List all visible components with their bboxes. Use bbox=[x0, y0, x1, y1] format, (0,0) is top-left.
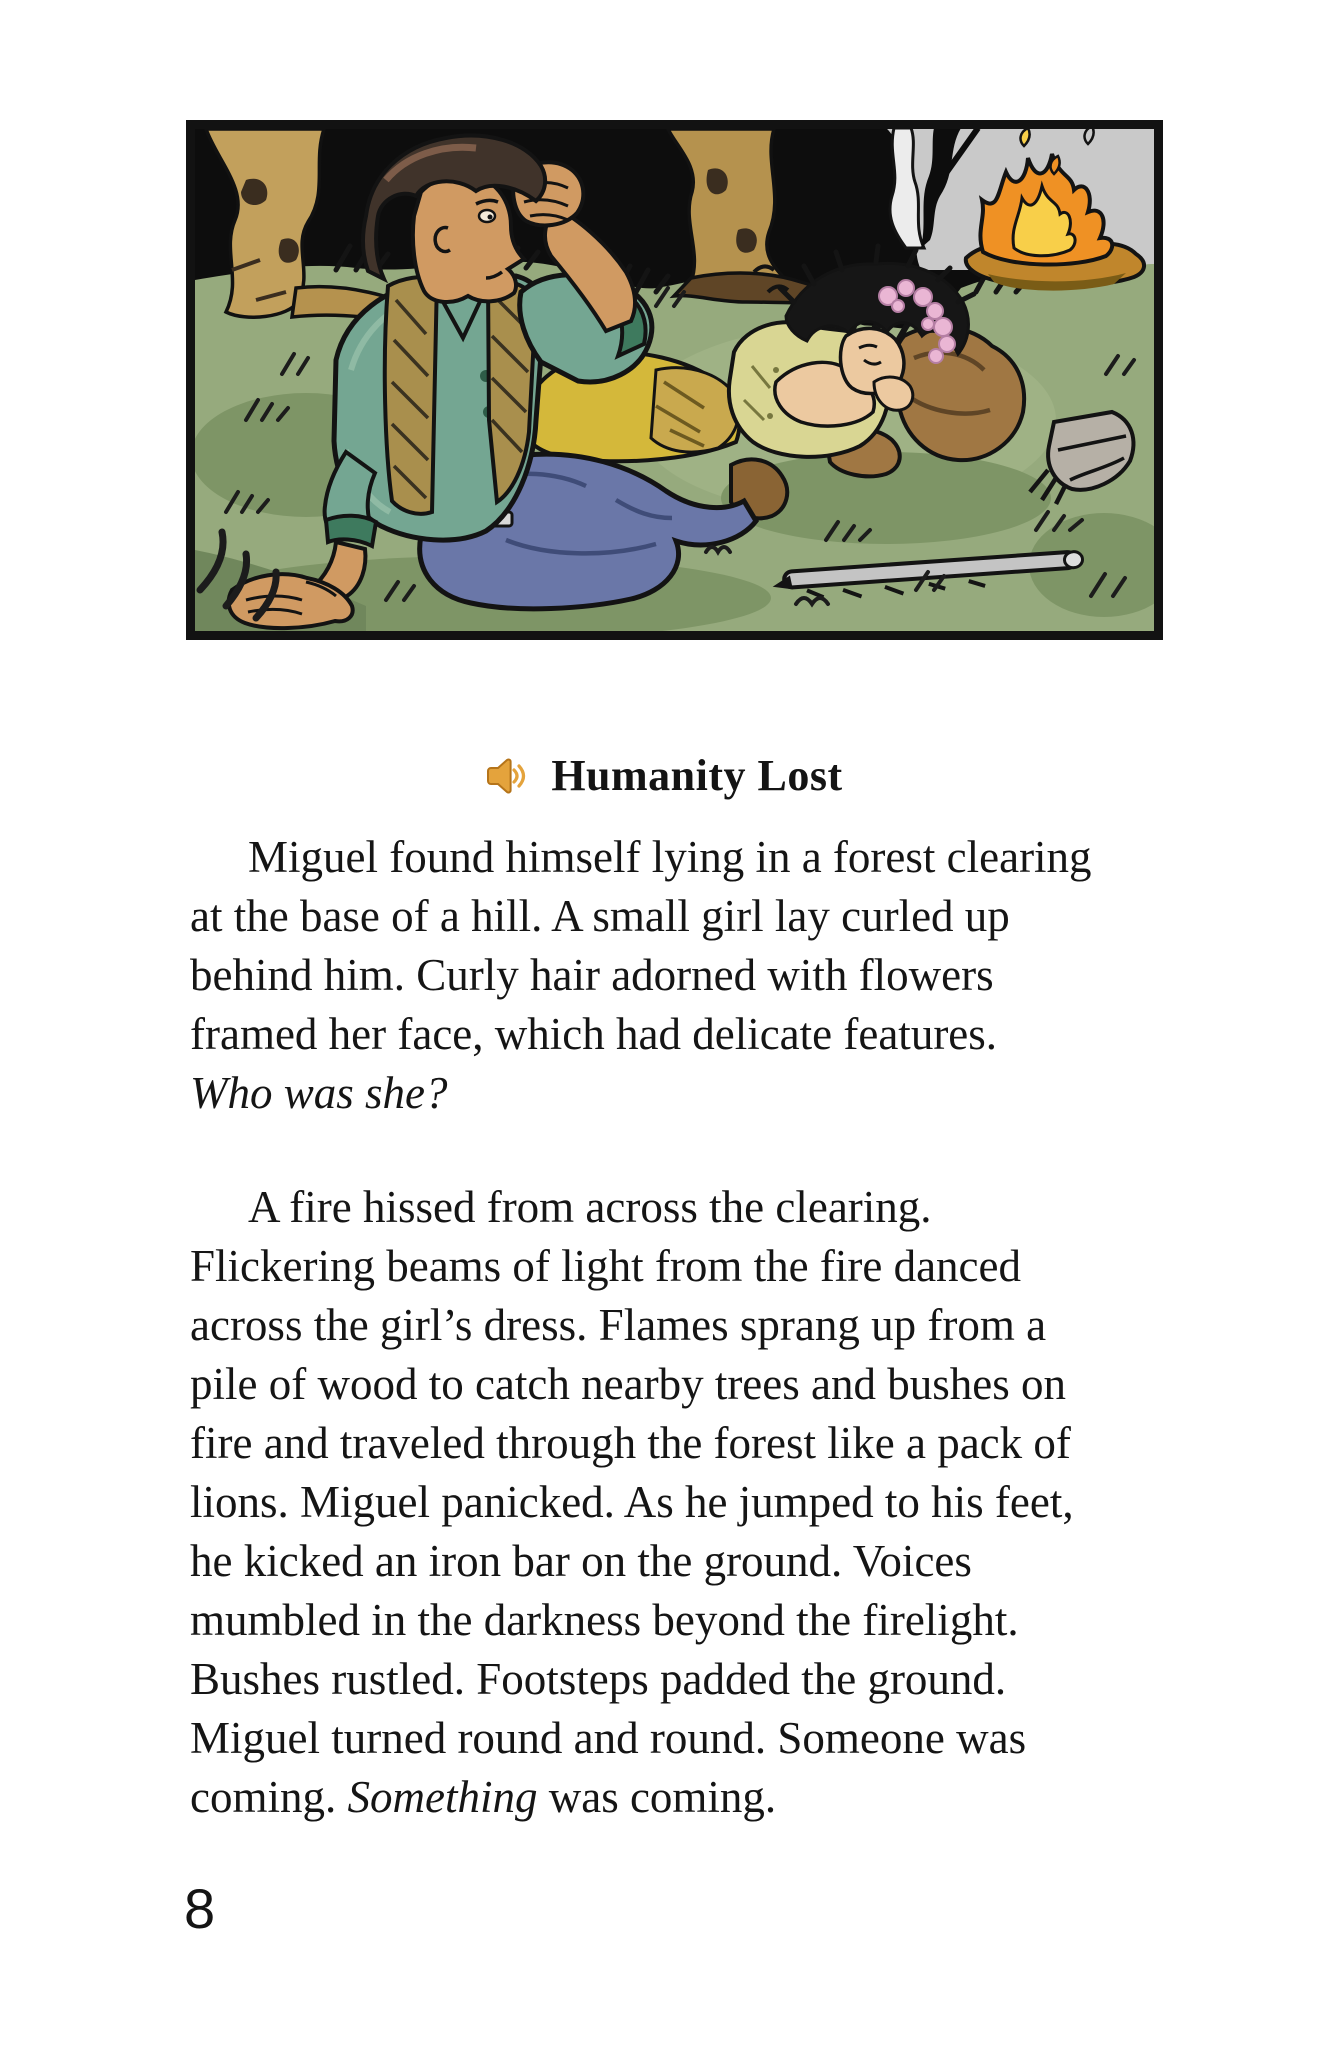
text-line: Flickering beams of light from the fire danced bbox=[190, 1241, 1021, 1291]
read-aloud-button[interactable] bbox=[485, 757, 527, 795]
text-line: across the girl’s dress. Flames sprang up from a bbox=[190, 1300, 1047, 1350]
text-line: Miguel found himself lying in a forest clearing bbox=[248, 832, 1092, 882]
text-line: at the base of a hill. A small girl lay curled up bbox=[190, 891, 1010, 941]
speaker-icon bbox=[485, 757, 527, 795]
text-line: mumbled in the darkness beyond the firelight. bbox=[190, 1595, 1019, 1645]
text-line: he kicked an iron bar on the ground. Voices bbox=[190, 1536, 972, 1586]
text-line: Bushes rustled. Footsteps padded the ground. bbox=[190, 1654, 1007, 1704]
story-illustration bbox=[186, 120, 1163, 640]
story-title: Humanity Lost bbox=[551, 751, 843, 800]
text-line: Who was she? bbox=[190, 1068, 448, 1118]
text-line: Miguel turned round and round. Someone was bbox=[190, 1713, 1027, 1763]
text-line: A fire hissed from across the clearing. bbox=[248, 1182, 932, 1232]
story-title-row bbox=[190, 748, 1138, 804]
text-line: coming. Something was coming. bbox=[190, 1772, 777, 1822]
story-paragraph-2 bbox=[190, 1178, 1150, 1827]
page-number: 8 bbox=[184, 1877, 216, 1940]
story-paragraph-1 bbox=[190, 828, 1150, 1123]
text-line: pile of wood to catch nearby trees and bushes on bbox=[190, 1359, 1066, 1409]
text-line: lions. Miguel panicked. As he jumped to his feet, bbox=[190, 1477, 1074, 1527]
text-line: behind him. Curly hair adorned with flowers bbox=[190, 950, 994, 1000]
text-line: framed her face, which had delicate features. bbox=[190, 1009, 998, 1059]
text-line: fire and traveled through the forest like a pack of bbox=[190, 1418, 1071, 1468]
